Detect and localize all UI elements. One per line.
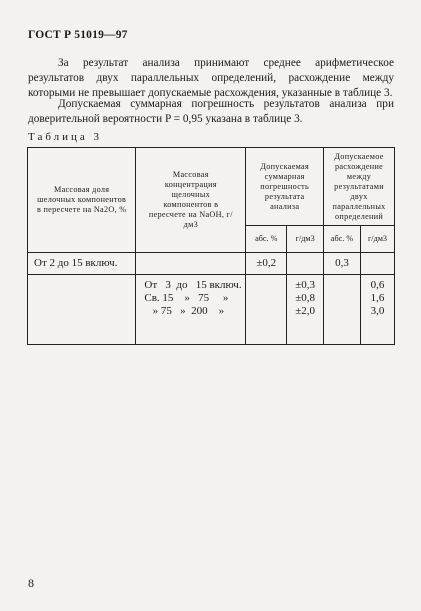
page-number: 8 [28,576,34,590]
row2-abs-diff-empty [324,275,361,345]
row2-conc-line-1: От 3 до 15 включ. [144,279,242,291]
row1-g-error-empty [287,253,324,275]
table-3 [27,147,395,345]
paragraph-result-definition: За результат анализа принимают среднее арифметическое результатов двух параллельных определений, расхождение между которыми не превышает допускаемые расхождения, указанные в таблице 3. [28,57,394,100]
row2-g-diff [361,275,395,345]
row1-abs-diff: 0,3 [324,253,361,275]
paragraph-error-definition: Допускаемая суммарная погрешность результатов анализа при доверительной вероятности P = 0,95 указана в таблице 3. [28,98,394,126]
header-mass-concentration [136,148,246,253]
header-total-error-text: Допускаемая суммарная погрешность результата анализа [260,161,310,211]
subheader-abs-percent-error: абс. % [246,226,287,253]
row1-conc-empty [136,253,246,275]
table-caption: Таблица 3 [28,131,103,143]
row2-range-empty [28,275,136,345]
row2-g-diff-2: 1,6 [370,292,385,304]
row1-g-diff-empty [361,253,395,275]
row2-conc-line-2: Св. 15 » 75 » [144,292,229,304]
row1-range: От 2 до 15 включ. [28,253,136,275]
header-mass-fraction-text: Массовая доля шелочных компонентов в пересчете на Na2O, % [36,185,127,214]
row2-g-error-3: ±2,0 [295,305,316,317]
row2-g-error [287,275,324,345]
row2-g-diff-1: 0,6 [370,279,385,291]
subheader-g-dm3-diff: г/дм3 [361,226,395,253]
header-allowed-difference [324,148,395,226]
subheader-abs-percent-diff: абс. % [324,226,361,253]
subheader-g-dm3-error: г/дм3 [287,226,324,253]
row2-abs-error-empty [246,275,287,345]
row2-g-diff-3: 3,0 [370,305,385,317]
row2-conc-line-3: » 75 » 200 » [144,305,225,317]
row1-abs-error: ±0,2 [246,253,287,275]
row2-concentration [136,275,246,345]
standard-header: ГОСТ Р 51019—97 [28,29,128,41]
row2-g-error-1: ±0,3 [295,279,316,291]
header-mass-fraction [28,148,136,253]
header-total-error [246,148,324,226]
row2-g-error-2: ±0,8 [295,292,316,304]
header-mass-concentration-text: Массовая концентрация щелочных компонентов в пересчете на NaOH, г/дм3 [148,170,233,229]
header-allowed-difference-text: Допускаемое расхождение между результатами двух параллельных определений [332,151,386,221]
